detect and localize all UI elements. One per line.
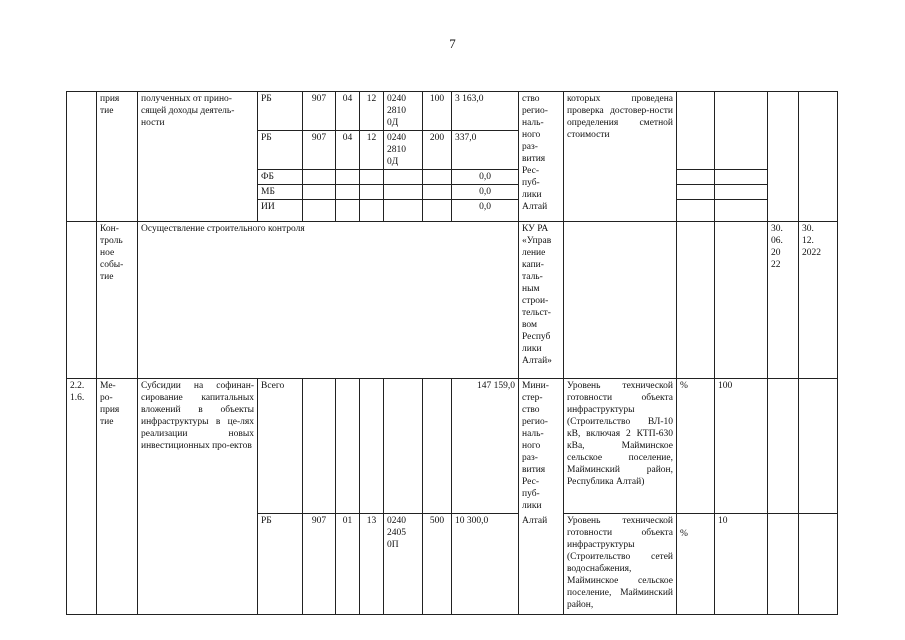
cell-grbs [303,170,336,185]
cell-executor: Алтай [519,514,564,615]
table-row [67,379,838,514]
cell-start-date [768,92,799,222]
cell-value: 100 [715,379,768,514]
cell-end-date [799,92,838,222]
cell-source: МБ [258,185,303,200]
cell-rz [336,379,360,514]
cell-unit: % [677,514,715,615]
cell-pr [360,200,384,222]
cell-rz [336,200,360,222]
cell-event-name: полученных от прино- сящей доходы деятель- ности [138,92,258,222]
cell-pr: 12 [360,131,384,170]
cell-unit [677,185,715,200]
cell-rz: 04 [336,131,360,170]
cell-event-type: Ме- ро- прия тие [97,379,138,615]
cell-end-date [799,379,838,514]
cell-indicator [564,222,677,379]
cell-end-date [799,514,838,615]
cell-sum: 147 159,0 [452,379,519,514]
cell-source: ФБ [258,170,303,185]
cell-end-date: 30. 12. 2022 [799,222,838,379]
cell-csr [384,379,423,514]
cell-sum: 337,0 [452,131,519,170]
cell-pr [360,170,384,185]
cell-executor: ство регио- наль- ного раз- вития Рес- пуб- лики Алтай [519,92,564,222]
cell-sum: 0,0 [452,200,519,222]
cell-unit [677,131,715,170]
cell-indicator: которых проведена проверка достовер-ности определения сметной стоимости [564,92,677,222]
cell-vr: 100 [423,92,452,131]
cell-sum: 3 163,0 [452,92,519,131]
cell-event-type: Кон- троль ное собы- тие [97,222,138,379]
page-number: 7 [449,36,456,51]
cell-event-name: Осуществление строительного контроля [138,222,519,379]
cell-value [715,170,768,185]
cell-source: РБ [258,131,303,170]
cell-sum: 0,0 [452,185,519,200]
program-measures-table [66,91,838,615]
cell-source: РБ [258,514,303,615]
cell-start-date: 30. 06. 20 22 [768,222,799,379]
cell-executor: КУ РА «Управ ление капи- таль- ным строи- тельст- вом Респуб лики Алтай» [519,222,564,379]
cell-indicator: Уровень технической готовности объекта инфраструктуры (Строительство сетей водоснабжения, Майминское сельское поселение, Майминский район, [564,514,677,615]
cell-executor: Мини- стер- ство регио- наль- ного раз- вития Рес- пуб- лики [519,379,564,514]
cell-source: Всего [258,379,303,514]
cell-grbs: 907 [303,92,336,131]
cell-pr: 12 [360,92,384,131]
cell-value: 10 [715,514,768,615]
cell-grbs [303,200,336,222]
cell-csr: 0240 2810 0Д [384,92,423,131]
cell-event-name: Субсидии на софинан-сирование капитальных вложений в объекты инфраструктуры в це-лях реализации новых инвестиционных про-ектов [138,379,258,615]
cell-rz [336,170,360,185]
cell-rz [336,185,360,200]
cell-csr: 0240 2810 0Д [384,131,423,170]
cell-vr [423,170,452,185]
cell-value [715,222,768,379]
cell-unit [677,200,715,222]
cell-sum: 0,0 [452,170,519,185]
cell-number [67,222,97,379]
cell-grbs [303,185,336,200]
cell-vr: 200 [423,131,452,170]
cell-grbs: 907 [303,131,336,170]
cell-source: ИИ [258,200,303,222]
cell-pr: 13 [360,514,384,615]
cell-start-date [768,514,799,615]
cell-pr [360,379,384,514]
cell-csr: 0240 2405 0П [384,514,423,615]
cell-start-date [768,379,799,514]
cell-value [715,200,768,222]
cell-grbs [303,379,336,514]
cell-sum: 10 300,0 [452,514,519,615]
cell-event-type: прия тие [97,92,138,222]
cell-vr [423,185,452,200]
cell-rz: 04 [336,92,360,131]
cell-csr [384,200,423,222]
cell-grbs: 907 [303,514,336,615]
cell-unit [677,222,715,379]
cell-number: 2.2. 1.6. [67,379,97,615]
table-row [67,92,838,131]
table-row [67,222,838,379]
cell-rz: 01 [336,514,360,615]
cell-number [67,92,97,222]
cell-indicator: Уровень технической готовности объекта инфраструктуры (Строительство ВЛ-10 кВ, включая 2 КТП-630 кВа, Майминское сельское поселение, Майминский район, Республика Алтай) [564,379,677,514]
cell-source: РБ [258,92,303,131]
cell-value [715,92,768,131]
cell-value [715,185,768,200]
cell-unit [677,170,715,185]
cell-pr [360,185,384,200]
cell-value [715,131,768,170]
cell-unit: % [677,379,715,514]
cell-csr [384,170,423,185]
cell-csr [384,185,423,200]
cell-vr [423,200,452,222]
cell-vr [423,379,452,514]
cell-unit [677,92,715,131]
cell-vr: 500 [423,514,452,615]
